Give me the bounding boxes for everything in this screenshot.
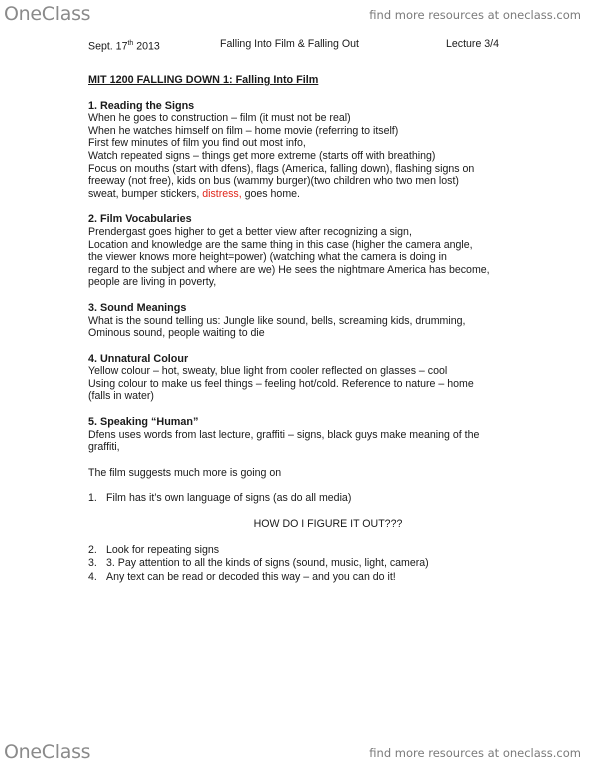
center-heading: HOW DO I FIGURE IT OUT??? (253, 518, 403, 531)
text-line: When he goes to construction – film (it must not be real) (88, 112, 351, 125)
lecture-date: Sept. 17th 2013 (88, 40, 160, 53)
resources-link[interactable]: find more resources at oneclass.com (369, 746, 581, 760)
section-sound-meanings (88, 302, 528, 340)
text-line: people are living in poverty, (88, 276, 217, 289)
oneclass-logo[interactable]: OneClass (4, 741, 91, 763)
page-header (88, 38, 528, 54)
list-item: 4. Any text can be read or decoded this way – and you can do it! (88, 570, 396, 583)
text-line: graffiti, (88, 441, 120, 454)
text-line: Ominous sound, people waiting to die (88, 327, 265, 340)
text-line: Yellow colour – hot, sweaty, blue light from cooler reflected on glasses – cool (88, 365, 448, 378)
section-unnatural-colour (88, 353, 528, 403)
section-reading-signs (88, 100, 528, 201)
oneclass-logo[interactable]: OneClass (4, 3, 91, 25)
resources-link[interactable]: find more resources at oneclass.com (369, 8, 581, 22)
list-item: 1. Film has it’s own language of signs (as do all media) (88, 492, 352, 505)
brand-footer (0, 738, 595, 770)
text-line: Watch repeated signs – things get more extreme (starts off with breathing) (88, 149, 436, 162)
section-heading: 3. Sound Meanings (88, 301, 187, 314)
list-item: 2. Look for repeating signs (88, 543, 220, 556)
brand-header (0, 0, 595, 32)
text-line: What is the sound telling us: Jungle like sound, bells, screaming kids, drumming, (88, 314, 466, 327)
text-line: Location and knowledge are the same thing in this case (higher the camera angle, (88, 238, 473, 251)
text-line: Focus on mouths (start with dfens), flags (America, falling down), flashing signs on (88, 162, 475, 175)
section-heading: 4. Unnatural Colour (88, 352, 189, 365)
section-heading: 2. Film Vocabularies (88, 213, 192, 226)
text-line: Using colour to make us feel things – feeling hot/cold. Reference to nature – home (88, 377, 474, 390)
header-title: Falling Into Film & Falling Out (220, 38, 359, 50)
summary-intro: The film suggests much more is going on (88, 466, 282, 479)
section-heading: 5. Speaking “Human” (88, 416, 199, 429)
lecture-notes (88, 38, 528, 583)
numbered-list (88, 492, 528, 505)
section-heading: 1. Reading the Signs (88, 99, 195, 112)
section-speaking-human (88, 416, 528, 454)
text-line: First few minutes of film you find out most info, (88, 137, 306, 150)
text-line: the viewer knows more height=power) (watching what the camera is doing in (88, 251, 447, 264)
numbered-list (88, 544, 528, 584)
text-line: When he watches himself on film – home movie (referring to itself) (88, 124, 399, 137)
text-line: Dfens uses words from last lecture, graffiti – signs, black guys make meaning of the (88, 428, 480, 441)
text-line: freeway (not free), kids on bus (wammy burger)(two children who two men lost) (88, 175, 459, 188)
text-line: regard to the subject and where are we) He sees the nightmare America has become, (88, 263, 490, 276)
document-title: MIT 1200 FALLING DOWN 1: Falling Into Film (88, 74, 319, 86)
text-line: sweat, bumper stickers, distress, goes home. (88, 187, 300, 200)
text-line: (falls in water) (88, 390, 154, 403)
highlighted-word: distress, (202, 187, 242, 200)
text-line: Prendergast goes higher to get a better view after recognizing a sign, (88, 225, 412, 238)
lecture-number: Lecture 3/4 (446, 38, 500, 50)
list-item: 3. 3. Pay attention to all the kinds of signs (sound, music, light, camera) (88, 557, 429, 570)
section-film-vocabularies (88, 213, 528, 289)
